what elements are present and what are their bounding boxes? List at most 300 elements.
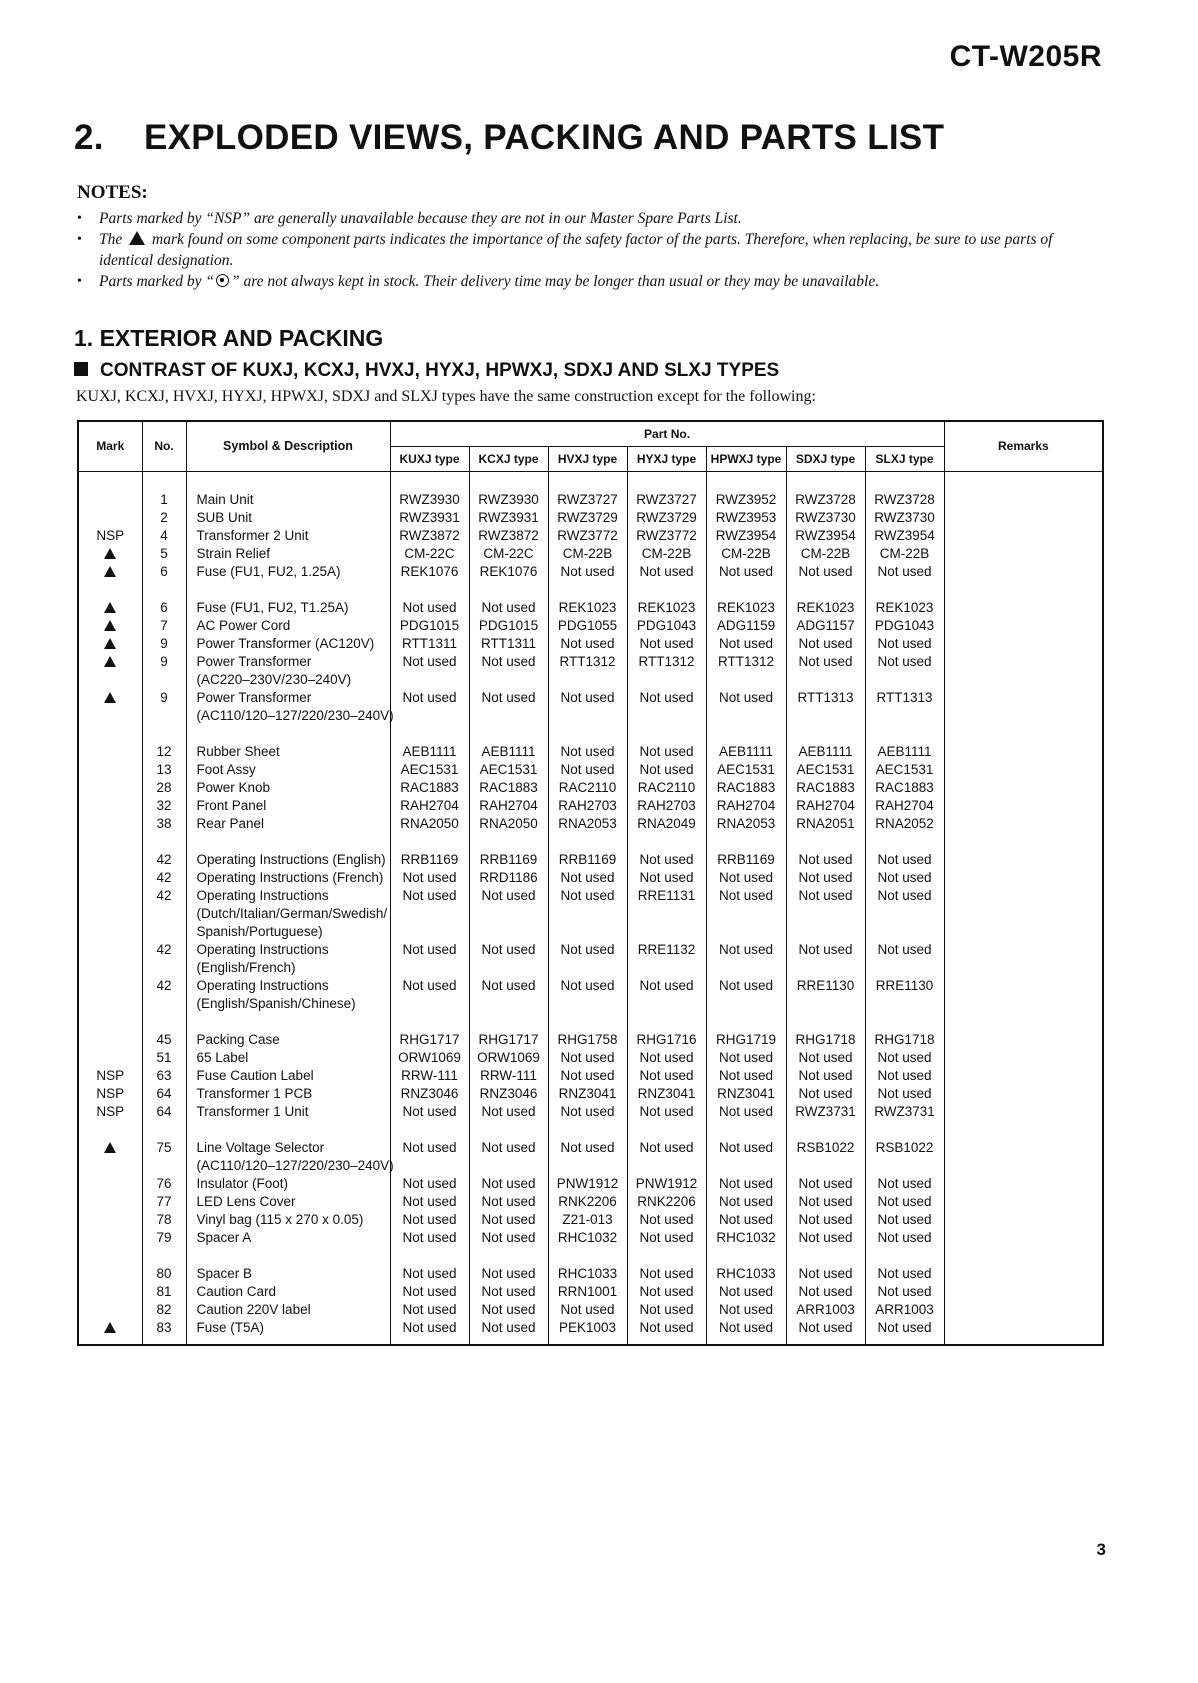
remarks-cell: [944, 1193, 1103, 1211]
no-cell: 63: [142, 1067, 186, 1085]
spacer-cell: [706, 581, 786, 599]
spacer-cell: [706, 1013, 786, 1031]
part-number-cell: [706, 671, 786, 689]
part-number-cell: RRE1130: [865, 977, 944, 995]
spacer-cell: [706, 725, 786, 743]
description-cell: Main Unit: [186, 491, 390, 509]
part-number-cell: RRB1169: [469, 851, 548, 869]
circled-dot-icon: [216, 274, 229, 287]
part-number-cell: RNA2050: [469, 815, 548, 833]
mark-cell: [78, 941, 142, 959]
spacer-cell: [786, 471, 865, 491]
spacer-row: [78, 1247, 1103, 1265]
remarks-cell: [944, 689, 1103, 707]
mark-cell: [78, 977, 142, 995]
spacer-cell: [469, 1121, 548, 1139]
part-number-cell: [627, 905, 706, 923]
description-cell: Transformer 1 Unit: [186, 1103, 390, 1121]
remarks-cell: [944, 671, 1103, 689]
part-number-cell: Not used: [627, 1067, 706, 1085]
part-number-cell: Not used: [627, 635, 706, 653]
part-number-cell: RWZ3730: [786, 509, 865, 527]
table-row: [78, 995, 1103, 1013]
part-number-cell: RTT1313: [865, 689, 944, 707]
part-number-cell: RNA2051: [786, 815, 865, 833]
part-number-cell: [627, 923, 706, 941]
part-number-cell: RHG1717: [390, 1031, 469, 1049]
remarks-cell: [944, 995, 1103, 1013]
no-cell: 81: [142, 1283, 186, 1301]
remarks-cell: [944, 761, 1103, 779]
spacer-cell: [865, 833, 944, 851]
part-number-cell: PNW1912: [627, 1175, 706, 1193]
part-number-cell: Not used: [865, 1067, 944, 1085]
part-number-cell: [786, 1157, 865, 1175]
part-number-cell: Not used: [469, 1175, 548, 1193]
header-type: KCXJ type: [469, 446, 548, 471]
part-number-cell: [865, 671, 944, 689]
part-number-cell: Not used: [786, 941, 865, 959]
page-title-number: 2.: [74, 118, 104, 157]
remarks-cell: [944, 1175, 1103, 1193]
no-cell: [142, 995, 186, 1013]
part-number-cell: RRE1131: [627, 887, 706, 905]
part-number-cell: Not used: [548, 761, 627, 779]
no-cell: 76: [142, 1175, 186, 1193]
spacer-row: [78, 1337, 1103, 1345]
spacer-cell: [186, 725, 390, 743]
model-number: CT-W205R: [949, 40, 1102, 73]
spacer-row: [78, 581, 1103, 599]
mark-cell: [78, 923, 142, 941]
part-number-cell: RAH2704: [786, 797, 865, 815]
part-number-cell: [706, 923, 786, 941]
part-number-cell: RWZ3872: [390, 527, 469, 545]
spacer-cell: [944, 1337, 1103, 1345]
mark-cell: NSP: [78, 1103, 142, 1121]
part-number-cell: Not used: [706, 1301, 786, 1319]
part-number-cell: Not used: [627, 977, 706, 995]
part-number-cell: RAH2704: [469, 797, 548, 815]
note-safety-text-a: The: [99, 231, 123, 248]
part-number-cell: [786, 995, 865, 1013]
table-row: [78, 1103, 1103, 1121]
part-number-cell: PDG1043: [865, 617, 944, 635]
table-row: [78, 599, 1103, 617]
part-number-cell: Not used: [786, 1319, 865, 1337]
part-number-cell: RWZ3731: [865, 1103, 944, 1121]
part-number-cell: RWZ3872: [469, 527, 548, 545]
part-number-cell: Not used: [865, 1211, 944, 1229]
spacer-cell: [469, 1337, 548, 1345]
part-number-cell: RAC1883: [786, 779, 865, 797]
warning-triangle-icon: [104, 656, 116, 667]
part-number-cell: Not used: [706, 887, 786, 905]
spacer-cell: [548, 1121, 627, 1139]
spacer-cell: [944, 581, 1103, 599]
spacer-cell: [944, 1121, 1103, 1139]
table-row: [78, 959, 1103, 977]
no-cell: 9: [142, 689, 186, 707]
part-number-cell: RRW-111: [469, 1067, 548, 1085]
no-cell: [142, 1157, 186, 1175]
remarks-cell: [944, 1139, 1103, 1157]
spacer-cell: [786, 581, 865, 599]
mark-cell: NSP: [78, 1085, 142, 1103]
table-row: [78, 689, 1103, 707]
description-cell: Power Transformer: [186, 689, 390, 707]
no-cell: 42: [142, 977, 186, 995]
table-row: [78, 869, 1103, 887]
part-number-cell: RWZ3930: [469, 491, 548, 509]
table-row: [78, 941, 1103, 959]
part-number-cell: RSB1022: [865, 1139, 944, 1157]
no-cell: 32: [142, 797, 186, 815]
table-row: [78, 1301, 1103, 1319]
part-number-cell: RWZ3931: [469, 509, 548, 527]
part-number-cell: CM-22B: [706, 545, 786, 563]
remarks-cell: [944, 1049, 1103, 1067]
part-number-cell: Not used: [865, 653, 944, 671]
no-cell: 6: [142, 599, 186, 617]
section-heading: 1. EXTERIOR AND PACKING: [74, 325, 384, 351]
spacer-cell: [390, 725, 469, 743]
part-number-cell: AEB1111: [469, 743, 548, 761]
part-number-cell: Not used: [786, 1229, 865, 1247]
part-number-cell: RTT1312: [706, 653, 786, 671]
part-number-cell: [786, 923, 865, 941]
part-number-cell: RRE1132: [627, 941, 706, 959]
mark-cell: [78, 851, 142, 869]
spacer-cell: [186, 1121, 390, 1139]
spacer-cell: [865, 471, 944, 491]
part-number-cell: RAC2110: [627, 779, 706, 797]
warning-triangle-icon: [104, 1322, 116, 1333]
part-number-cell: PDG1015: [390, 617, 469, 635]
part-number-cell: Not used: [627, 1229, 706, 1247]
part-number-cell: Not used: [469, 977, 548, 995]
spacer-cell: [142, 471, 186, 491]
remarks-cell: [944, 635, 1103, 653]
part-number-cell: RWZ3729: [548, 509, 627, 527]
table-row: [78, 707, 1103, 725]
table-row: [78, 1085, 1103, 1103]
no-cell: 13: [142, 761, 186, 779]
part-number-cell: Not used: [706, 1193, 786, 1211]
part-number-cell: [706, 707, 786, 725]
part-number-cell: Not used: [548, 1103, 627, 1121]
part-number-cell: Not used: [627, 1283, 706, 1301]
part-number-cell: [706, 1157, 786, 1175]
spacer-cell: [142, 1337, 186, 1345]
header-mark: Mark: [78, 421, 142, 471]
mark-cell: NSP: [78, 527, 142, 545]
part-number-cell: [627, 1157, 706, 1175]
part-number-cell: [786, 959, 865, 977]
part-number-cell: [548, 905, 627, 923]
part-number-cell: RTT1312: [548, 653, 627, 671]
spacer-cell: [627, 1247, 706, 1265]
part-number-cell: Not used: [627, 869, 706, 887]
notes-section: [77, 182, 1107, 292]
spacer-cell: [944, 471, 1103, 491]
description-cell: Rubber Sheet: [186, 743, 390, 761]
mark-cell: [78, 491, 142, 509]
spacer-cell: [78, 1337, 142, 1345]
no-cell: 42: [142, 887, 186, 905]
spacer-cell: [627, 471, 706, 491]
remarks-cell: [944, 905, 1103, 923]
spacer-cell: [865, 1121, 944, 1139]
part-number-cell: Not used: [390, 1265, 469, 1283]
part-number-cell: Not used: [786, 653, 865, 671]
warning-triangle-icon: [104, 566, 116, 577]
part-number-cell: [390, 1157, 469, 1175]
part-number-cell: RWZ3954: [786, 527, 865, 545]
mark-cell: [78, 1193, 142, 1211]
spacer-cell: [186, 833, 390, 851]
spacer-row: [78, 833, 1103, 851]
spacer-cell: [865, 1247, 944, 1265]
part-number-cell: RNA2050: [390, 815, 469, 833]
header-type: HPWXJ type: [706, 446, 786, 471]
description-cell: SUB Unit: [186, 509, 390, 527]
part-number-cell: Not used: [390, 689, 469, 707]
spacer-cell: [78, 1121, 142, 1139]
part-number-cell: RNZ3046: [390, 1085, 469, 1103]
spacer-cell: [78, 1013, 142, 1031]
part-number-cell: Not used: [469, 1301, 548, 1319]
part-number-cell: Not used: [548, 563, 627, 581]
parts-table-body: [78, 471, 1103, 1345]
section-subheading-text: CONTRAST OF KUXJ, KCXJ, HVXJ, HYXJ, HPWXJ, SDXJ AND SLXJ TYPES: [100, 360, 780, 381]
remarks-cell: [944, 959, 1103, 977]
part-number-cell: Not used: [469, 1139, 548, 1157]
mark-cell: [78, 1283, 142, 1301]
part-number-cell: [706, 959, 786, 977]
warning-triangle-icon: [104, 638, 116, 649]
part-number-cell: RRB1169: [706, 851, 786, 869]
part-number-cell: AEC1531: [786, 761, 865, 779]
mark-cell: [78, 1229, 142, 1247]
part-number-cell: AEC1531: [865, 761, 944, 779]
spacer-cell: [865, 581, 944, 599]
description-cell: Caution 220V label: [186, 1301, 390, 1319]
part-number-cell: RWZ3772: [627, 527, 706, 545]
part-number-cell: [865, 959, 944, 977]
remarks-cell: [944, 1229, 1103, 1247]
part-number-cell: Not used: [627, 1103, 706, 1121]
header-type: HVXJ type: [548, 446, 627, 471]
part-number-cell: Not used: [865, 1265, 944, 1283]
remarks-cell: [944, 779, 1103, 797]
spacer-cell: [142, 1121, 186, 1139]
spacer-cell: [390, 1121, 469, 1139]
part-number-cell: Not used: [548, 1139, 627, 1157]
part-number-cell: Not used: [627, 1139, 706, 1157]
part-number-cell: Not used: [786, 1085, 865, 1103]
part-number-cell: RNA2053: [706, 815, 786, 833]
part-number-cell: RWZ3954: [865, 527, 944, 545]
part-number-cell: RTT1313: [786, 689, 865, 707]
remarks-cell: [944, 707, 1103, 725]
spacer-cell: [548, 833, 627, 851]
part-number-cell: Not used: [469, 1265, 548, 1283]
part-number-cell: [548, 923, 627, 941]
remarks-cell: [944, 653, 1103, 671]
part-number-cell: Not used: [786, 1283, 865, 1301]
no-cell: 75: [142, 1139, 186, 1157]
remarks-cell: [944, 941, 1103, 959]
part-number-cell: RHC1032: [706, 1229, 786, 1247]
description-cell: Line Voltage Selector: [186, 1139, 390, 1157]
part-number-cell: RAH2704: [865, 797, 944, 815]
part-number-cell: Not used: [706, 1067, 786, 1085]
part-number-cell: ORW1069: [469, 1049, 548, 1067]
part-number-cell: Not used: [548, 887, 627, 905]
part-number-cell: Not used: [390, 1103, 469, 1121]
spacer-cell: [78, 471, 142, 491]
parts-table-wrapper: [77, 420, 1102, 1346]
part-number-cell: Not used: [865, 1319, 944, 1337]
mark-cell: [78, 635, 142, 653]
spacer-cell: [390, 833, 469, 851]
no-cell: 80: [142, 1265, 186, 1283]
note-stock: [77, 271, 1107, 292]
part-number-cell: Not used: [786, 1193, 865, 1211]
no-cell: 51: [142, 1049, 186, 1067]
part-number-cell: [469, 959, 548, 977]
part-number-cell: RNZ3041: [627, 1085, 706, 1103]
part-number-cell: RWZ3731: [786, 1103, 865, 1121]
part-number-cell: RRE1130: [786, 977, 865, 995]
part-number-cell: [469, 995, 548, 1013]
mark-cell: [78, 563, 142, 581]
part-number-cell: [548, 707, 627, 725]
part-number-cell: RHG1717: [469, 1031, 548, 1049]
mark-cell: [78, 779, 142, 797]
part-number-cell: Not used: [706, 941, 786, 959]
part-number-cell: RAC1883: [865, 779, 944, 797]
description-cell: (English/French): [186, 959, 390, 977]
part-number-cell: Not used: [706, 635, 786, 653]
part-number-cell: Not used: [469, 653, 548, 671]
description-cell: (AC220–230V/230–240V): [186, 671, 390, 689]
spacer-cell: [944, 1013, 1103, 1031]
no-cell: 4: [142, 527, 186, 545]
part-number-cell: Not used: [390, 887, 469, 905]
remarks-cell: [944, 1301, 1103, 1319]
spacer-cell: [186, 471, 390, 491]
no-cell: 9: [142, 635, 186, 653]
remarks-cell: [944, 563, 1103, 581]
part-number-cell: ARR1003: [786, 1301, 865, 1319]
table-row: [78, 653, 1103, 671]
spacer-cell: [142, 725, 186, 743]
no-cell: 28: [142, 779, 186, 797]
part-number-cell: Not used: [865, 1193, 944, 1211]
part-number-cell: Not used: [706, 1103, 786, 1121]
spacer-cell: [865, 725, 944, 743]
part-number-cell: ARR1003: [865, 1301, 944, 1319]
table-row: [78, 509, 1103, 527]
part-number-cell: CM-22C: [469, 545, 548, 563]
part-number-cell: RSB1022: [786, 1139, 865, 1157]
part-number-cell: RHC1032: [548, 1229, 627, 1247]
spacer-cell: [78, 581, 142, 599]
description-cell: Power Transformer (AC120V): [186, 635, 390, 653]
header-part-no: Part No.: [390, 421, 944, 446]
spacer-cell: [786, 1121, 865, 1139]
part-number-cell: Not used: [390, 1301, 469, 1319]
part-number-cell: REK1023: [865, 599, 944, 617]
part-number-cell: Not used: [548, 941, 627, 959]
part-number-cell: Not used: [390, 1139, 469, 1157]
part-number-cell: Not used: [548, 1301, 627, 1319]
description-cell: Fuse (T5A): [186, 1319, 390, 1337]
no-cell: 5: [142, 545, 186, 563]
bullet-icon: •: [77, 211, 82, 226]
table-row: [78, 779, 1103, 797]
part-number-cell: AEB1111: [390, 743, 469, 761]
part-number-cell: Not used: [390, 1319, 469, 1337]
part-number-cell: Not used: [865, 563, 944, 581]
description-cell: (AC110/120–127/220/230–240V): [186, 1157, 390, 1175]
spacer-cell: [627, 725, 706, 743]
description-cell: AC Power Cord: [186, 617, 390, 635]
description-cell: Operating Instructions: [186, 887, 390, 905]
description-cell: Spacer A: [186, 1229, 390, 1247]
part-number-cell: PNW1912: [548, 1175, 627, 1193]
part-number-cell: [627, 995, 706, 1013]
part-number-cell: CM-22B: [865, 545, 944, 563]
part-number-cell: REK1023: [627, 599, 706, 617]
part-number-cell: [390, 959, 469, 977]
part-number-cell: Not used: [706, 1139, 786, 1157]
part-number-cell: Not used: [627, 563, 706, 581]
part-number-cell: Not used: [390, 1193, 469, 1211]
remarks-cell: [944, 815, 1103, 833]
mark-cell: [78, 905, 142, 923]
mark-cell: [78, 797, 142, 815]
part-number-cell: [390, 671, 469, 689]
spacer-cell: [390, 1337, 469, 1345]
description-cell: Front Panel: [186, 797, 390, 815]
part-number-cell: Not used: [706, 1211, 786, 1229]
description-cell: Operating Instructions: [186, 941, 390, 959]
part-number-cell: [469, 1157, 548, 1175]
part-number-cell: Not used: [548, 869, 627, 887]
no-cell: 78: [142, 1211, 186, 1229]
header-type: SLXJ type: [865, 446, 944, 471]
part-number-cell: Not used: [469, 599, 548, 617]
spacer-cell: [786, 833, 865, 851]
remarks-cell: [944, 1319, 1103, 1337]
mark-cell: [78, 1319, 142, 1337]
part-number-cell: Not used: [390, 977, 469, 995]
no-cell: 7: [142, 617, 186, 635]
part-number-cell: Not used: [469, 1211, 548, 1229]
part-number-cell: Not used: [786, 887, 865, 905]
spacer-cell: [186, 1013, 390, 1031]
table-row: [78, 851, 1103, 869]
mark-cell: [78, 959, 142, 977]
part-number-cell: Not used: [469, 941, 548, 959]
part-number-cell: [627, 671, 706, 689]
table-row: [78, 635, 1103, 653]
part-number-cell: Not used: [390, 653, 469, 671]
part-number-cell: Not used: [865, 941, 944, 959]
